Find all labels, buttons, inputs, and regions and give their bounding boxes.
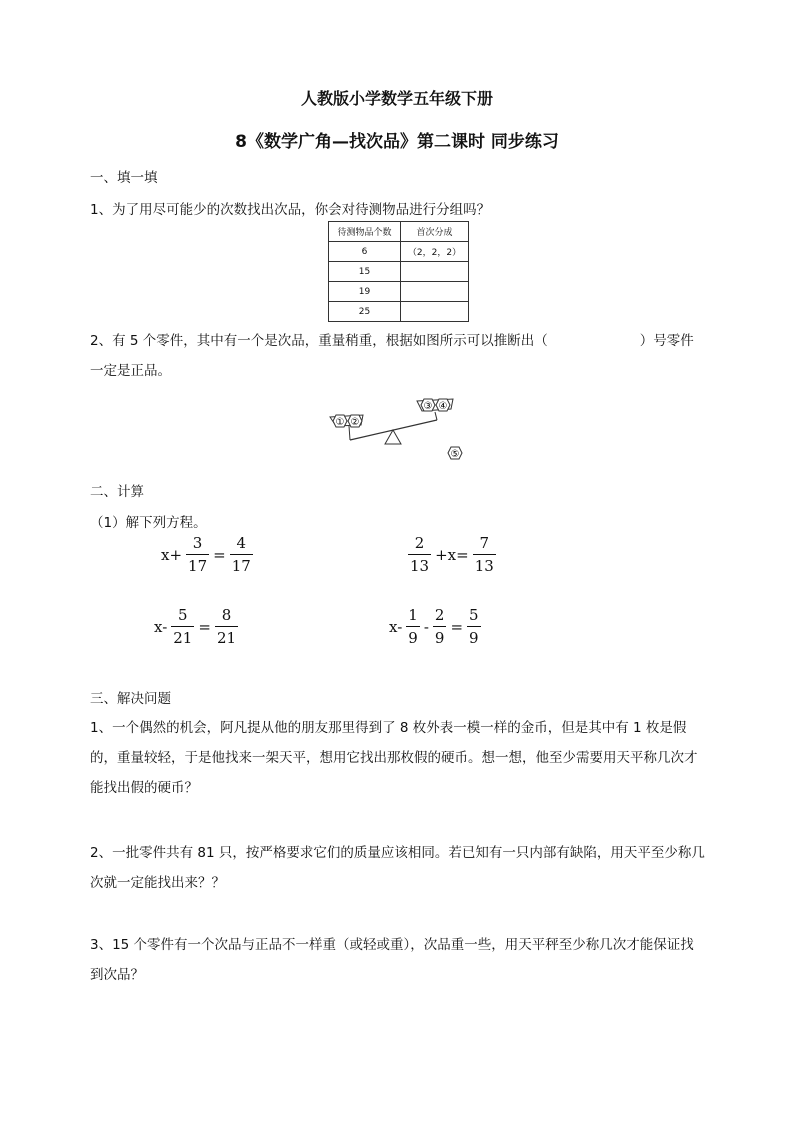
fraction: $\frac{2}{13}$ — [410, 534, 430, 575]
equation-4 — [388, 606, 484, 647]
fraction: $\frac{4}{17}$ — [231, 534, 251, 575]
table-cell: 6 — [329, 242, 401, 262]
balance-scale-figure — [325, 395, 475, 465]
table-cell: 15 — [329, 262, 401, 282]
fraction: $\frac{8}{21}$ — [216, 606, 237, 647]
page-title: 人教版小学数学五年级下册 — [300, 89, 493, 108]
answer-cell — [401, 282, 469, 302]
fraction: $\frac{5}{21}$ — [173, 606, 193, 647]
grouping-table — [328, 221, 469, 322]
part-1-icon — [333, 415, 347, 428]
section1-q1: 1、为了用尽可能少的次数找出次品，你会对待测物品进行分组吗？ — [90, 202, 491, 218]
q2-text-end: ）号零件 — [639, 333, 694, 349]
fraction: $\frac{3}{17}$ — [188, 534, 208, 575]
section2-sub: （1）解下列方程。 — [90, 515, 207, 531]
fraction: $\frac{5}{9}$ — [469, 606, 479, 647]
fraction: $\frac{2}{9}$ — [434, 606, 445, 647]
table-header-cell: 待测物品个数 — [329, 222, 401, 242]
equation-3 — [153, 606, 241, 647]
table-row — [329, 262, 469, 282]
eq-sign: = — [213, 545, 226, 564]
part-label: ④ — [438, 401, 448, 412]
eq-term: x- — [389, 617, 403, 636]
section2-heading: 二、计算 — [90, 484, 144, 500]
answer-cell — [401, 302, 469, 322]
part-2-icon — [348, 415, 362, 428]
fulcrum-icon — [385, 430, 401, 444]
answer-cell — [401, 262, 469, 282]
table-header-row — [329, 222, 469, 242]
section3-q2: 2、一批零件共有 81 只，按严格要求它们的质量应该相同。若已知有一只内部有缺陷，用天平至少称几次就一定能找出来？？ — [90, 845, 705, 891]
table-cell: 19 — [329, 282, 401, 302]
table-row — [329, 302, 469, 322]
eq-sign: - — [423, 617, 429, 636]
table-cell: 25 — [329, 302, 401, 322]
part-label: ③ — [423, 401, 433, 412]
page-subtitle: 8《数学广角—找次品》第二课时 同步练习 — [235, 132, 559, 152]
eq-term: x+ — [161, 545, 183, 564]
part-5-icon — [448, 447, 462, 460]
section3-heading: 三、解决问题 — [90, 691, 171, 707]
eq-sign: = — [198, 617, 211, 636]
q2-text-start: 2、有 5 个零件，其中有一个是次品，重量稍重，根据如图所示可以推断出（ — [90, 333, 548, 349]
table-row — [329, 282, 469, 302]
equation-1 — [160, 534, 256, 575]
fraction: $\frac{1}{9}$ — [408, 606, 418, 647]
section3-q1: 1、一个偶然的机会，阿凡提从他的朋友那里得到了 8 枚外表一模一样的金币，但是其中有 1 枚是假的，重量较轻，于是他找来一架天平，想用它找出那枚假的硬币。想一想，他至少需要用天平称几次才能找出假的硬币？ — [90, 720, 698, 796]
section3-q3: 3、15 个零件有一个次品与正品不一样重（或轻或重），次品重一些，用天平秤至少称几次才能保证找到次品？ — [90, 937, 694, 983]
table-row — [329, 242, 469, 262]
fraction: $\frac{7}{13}$ — [474, 534, 494, 575]
eq-term: x- — [154, 617, 168, 636]
equation-2 — [405, 534, 499, 575]
part-label: ② — [350, 417, 360, 428]
part-label: ① — [335, 417, 345, 428]
q2-text-line2: 一定是正品。 — [90, 363, 171, 379]
eq-sign: = — [450, 617, 464, 636]
table-header-cell: 首次分成 — [401, 222, 469, 242]
table-cell: （2，2，2） — [401, 242, 469, 262]
eq-term: +x= — [435, 545, 469, 564]
section1-q2 — [90, 326, 705, 386]
section1-heading: 一、填一填 — [90, 170, 158, 186]
part-3-icon — [421, 399, 435, 412]
part-label: ⑤ — [450, 449, 460, 460]
part-4-icon — [436, 399, 450, 412]
